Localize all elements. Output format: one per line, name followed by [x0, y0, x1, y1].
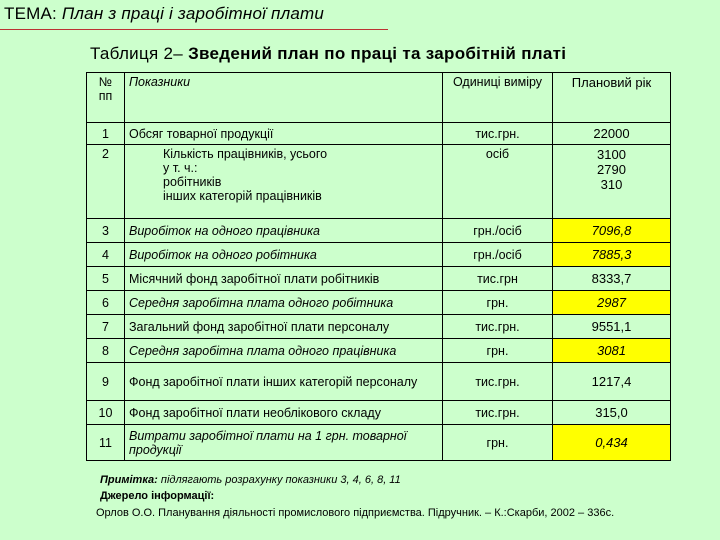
row-plan: 2987 — [553, 291, 671, 315]
table-row — [87, 145, 671, 219]
table-row — [87, 425, 671, 461]
row-unit: тис.грн. — [443, 401, 553, 425]
header-num: № пп — [87, 73, 125, 123]
table-row — [87, 363, 671, 401]
row-plan — [553, 145, 671, 219]
source-label: Джерело інформації: — [100, 490, 215, 502]
labor-plan-table — [86, 72, 671, 461]
row-plan: 22000 — [553, 123, 671, 145]
row-indicator: Середня заробітна плата одного працівника — [125, 339, 443, 363]
table-row — [87, 401, 671, 425]
row-num: 9 — [87, 363, 125, 401]
row-unit: грн. — [443, 425, 553, 461]
row-indicator: Загальний фонд заробітної плати персоналу — [125, 315, 443, 339]
table-row — [87, 219, 671, 243]
table-caption — [90, 44, 566, 64]
indicator-line: у т. ч.: — [163, 161, 198, 175]
row-unit: грн./осіб — [443, 219, 553, 243]
caption-prefix: Таблиця 2– — [90, 44, 189, 63]
row-unit: тис.грн. — [443, 123, 553, 145]
header-topic: План з праці і заробітної плати — [61, 4, 325, 23]
note-text: підлягають розрахунку показники 3, 4, 6, 8, 11 — [157, 474, 401, 486]
row-plan: 1217,4 — [553, 363, 671, 401]
row-plan: 315,0 — [553, 401, 671, 425]
row-num: 7 — [87, 315, 125, 339]
row-plan: 8333,7 — [553, 267, 671, 291]
row-num: 5 — [87, 267, 125, 291]
plan-line: 2790 — [597, 162, 626, 177]
row-indicator: Витрати заробітної плати на 1 грн. товарної продукції — [125, 425, 443, 461]
header-plan: Плановий рік — [553, 73, 671, 123]
header-divider — [0, 29, 388, 30]
row-unit: тис.грн. — [443, 315, 553, 339]
row-indicator: Виробіток на одного робітника — [125, 243, 443, 267]
table-row — [87, 291, 671, 315]
row-num: 4 — [87, 243, 125, 267]
indicator-line: Кількість працівників, усього — [163, 147, 328, 161]
row-unit: тис.грн. — [443, 363, 553, 401]
plan-line: 3100 — [597, 147, 626, 162]
page-header — [4, 4, 324, 24]
row-indicator: Обсяг товарної продукції — [125, 123, 443, 145]
row-unit: грн. — [443, 339, 553, 363]
row-unit: грн. — [443, 291, 553, 315]
header-prefix: ТЕМА: — [4, 4, 62, 23]
indicator-line: інших категорій працівників — [163, 189, 322, 203]
row-indicator: Місячний фонд заробітної плати робітників — [125, 267, 443, 291]
table-row — [87, 243, 671, 267]
row-num: 11 — [87, 425, 125, 461]
plan-line: 310 — [600, 177, 623, 192]
row-unit: осіб — [443, 145, 553, 219]
row-plan: 3081 — [553, 339, 671, 363]
table-row — [87, 315, 671, 339]
row-plan: 9551,1 — [553, 315, 671, 339]
table-row — [87, 339, 671, 363]
row-indicator: Середня заробітна плата одного робітника — [125, 291, 443, 315]
row-unit: тис.грн — [443, 267, 553, 291]
row-plan: 7096,8 — [553, 219, 671, 243]
note — [100, 474, 401, 486]
header-indicator: Показники — [125, 73, 443, 123]
table-header-row — [87, 73, 671, 123]
row-indicator: Виробіток на одного працівника — [125, 219, 443, 243]
table-row — [87, 123, 671, 145]
row-indicator — [125, 145, 443, 219]
row-indicator: Фонд заробітної плати інших категорій персоналу — [125, 363, 443, 401]
row-num: 6 — [87, 291, 125, 315]
row-num: 8 — [87, 339, 125, 363]
indicator-line: робітників — [163, 175, 222, 189]
row-num: 3 — [87, 219, 125, 243]
row-unit: грн./осіб — [443, 243, 553, 267]
source-text: Орлов О.О. Планування діяльності промислового підприємства. Підручник. – К.:Скарби, 2002 – 336с. — [96, 507, 615, 519]
row-num: 1 — [87, 123, 125, 145]
row-plan: 7885,3 — [553, 243, 671, 267]
header-unit: Одиниці виміру — [443, 73, 553, 123]
row-plan: 0,434 — [553, 425, 671, 461]
table-row — [87, 267, 671, 291]
note-label: Примітка: — [100, 474, 158, 486]
row-indicator: Фонд заробітної плати необлікового складу — [125, 401, 443, 425]
row-num: 10 — [87, 401, 125, 425]
row-num: 2 — [87, 145, 125, 219]
caption-title: Зведений план по праці та заробітній платі — [188, 44, 567, 63]
